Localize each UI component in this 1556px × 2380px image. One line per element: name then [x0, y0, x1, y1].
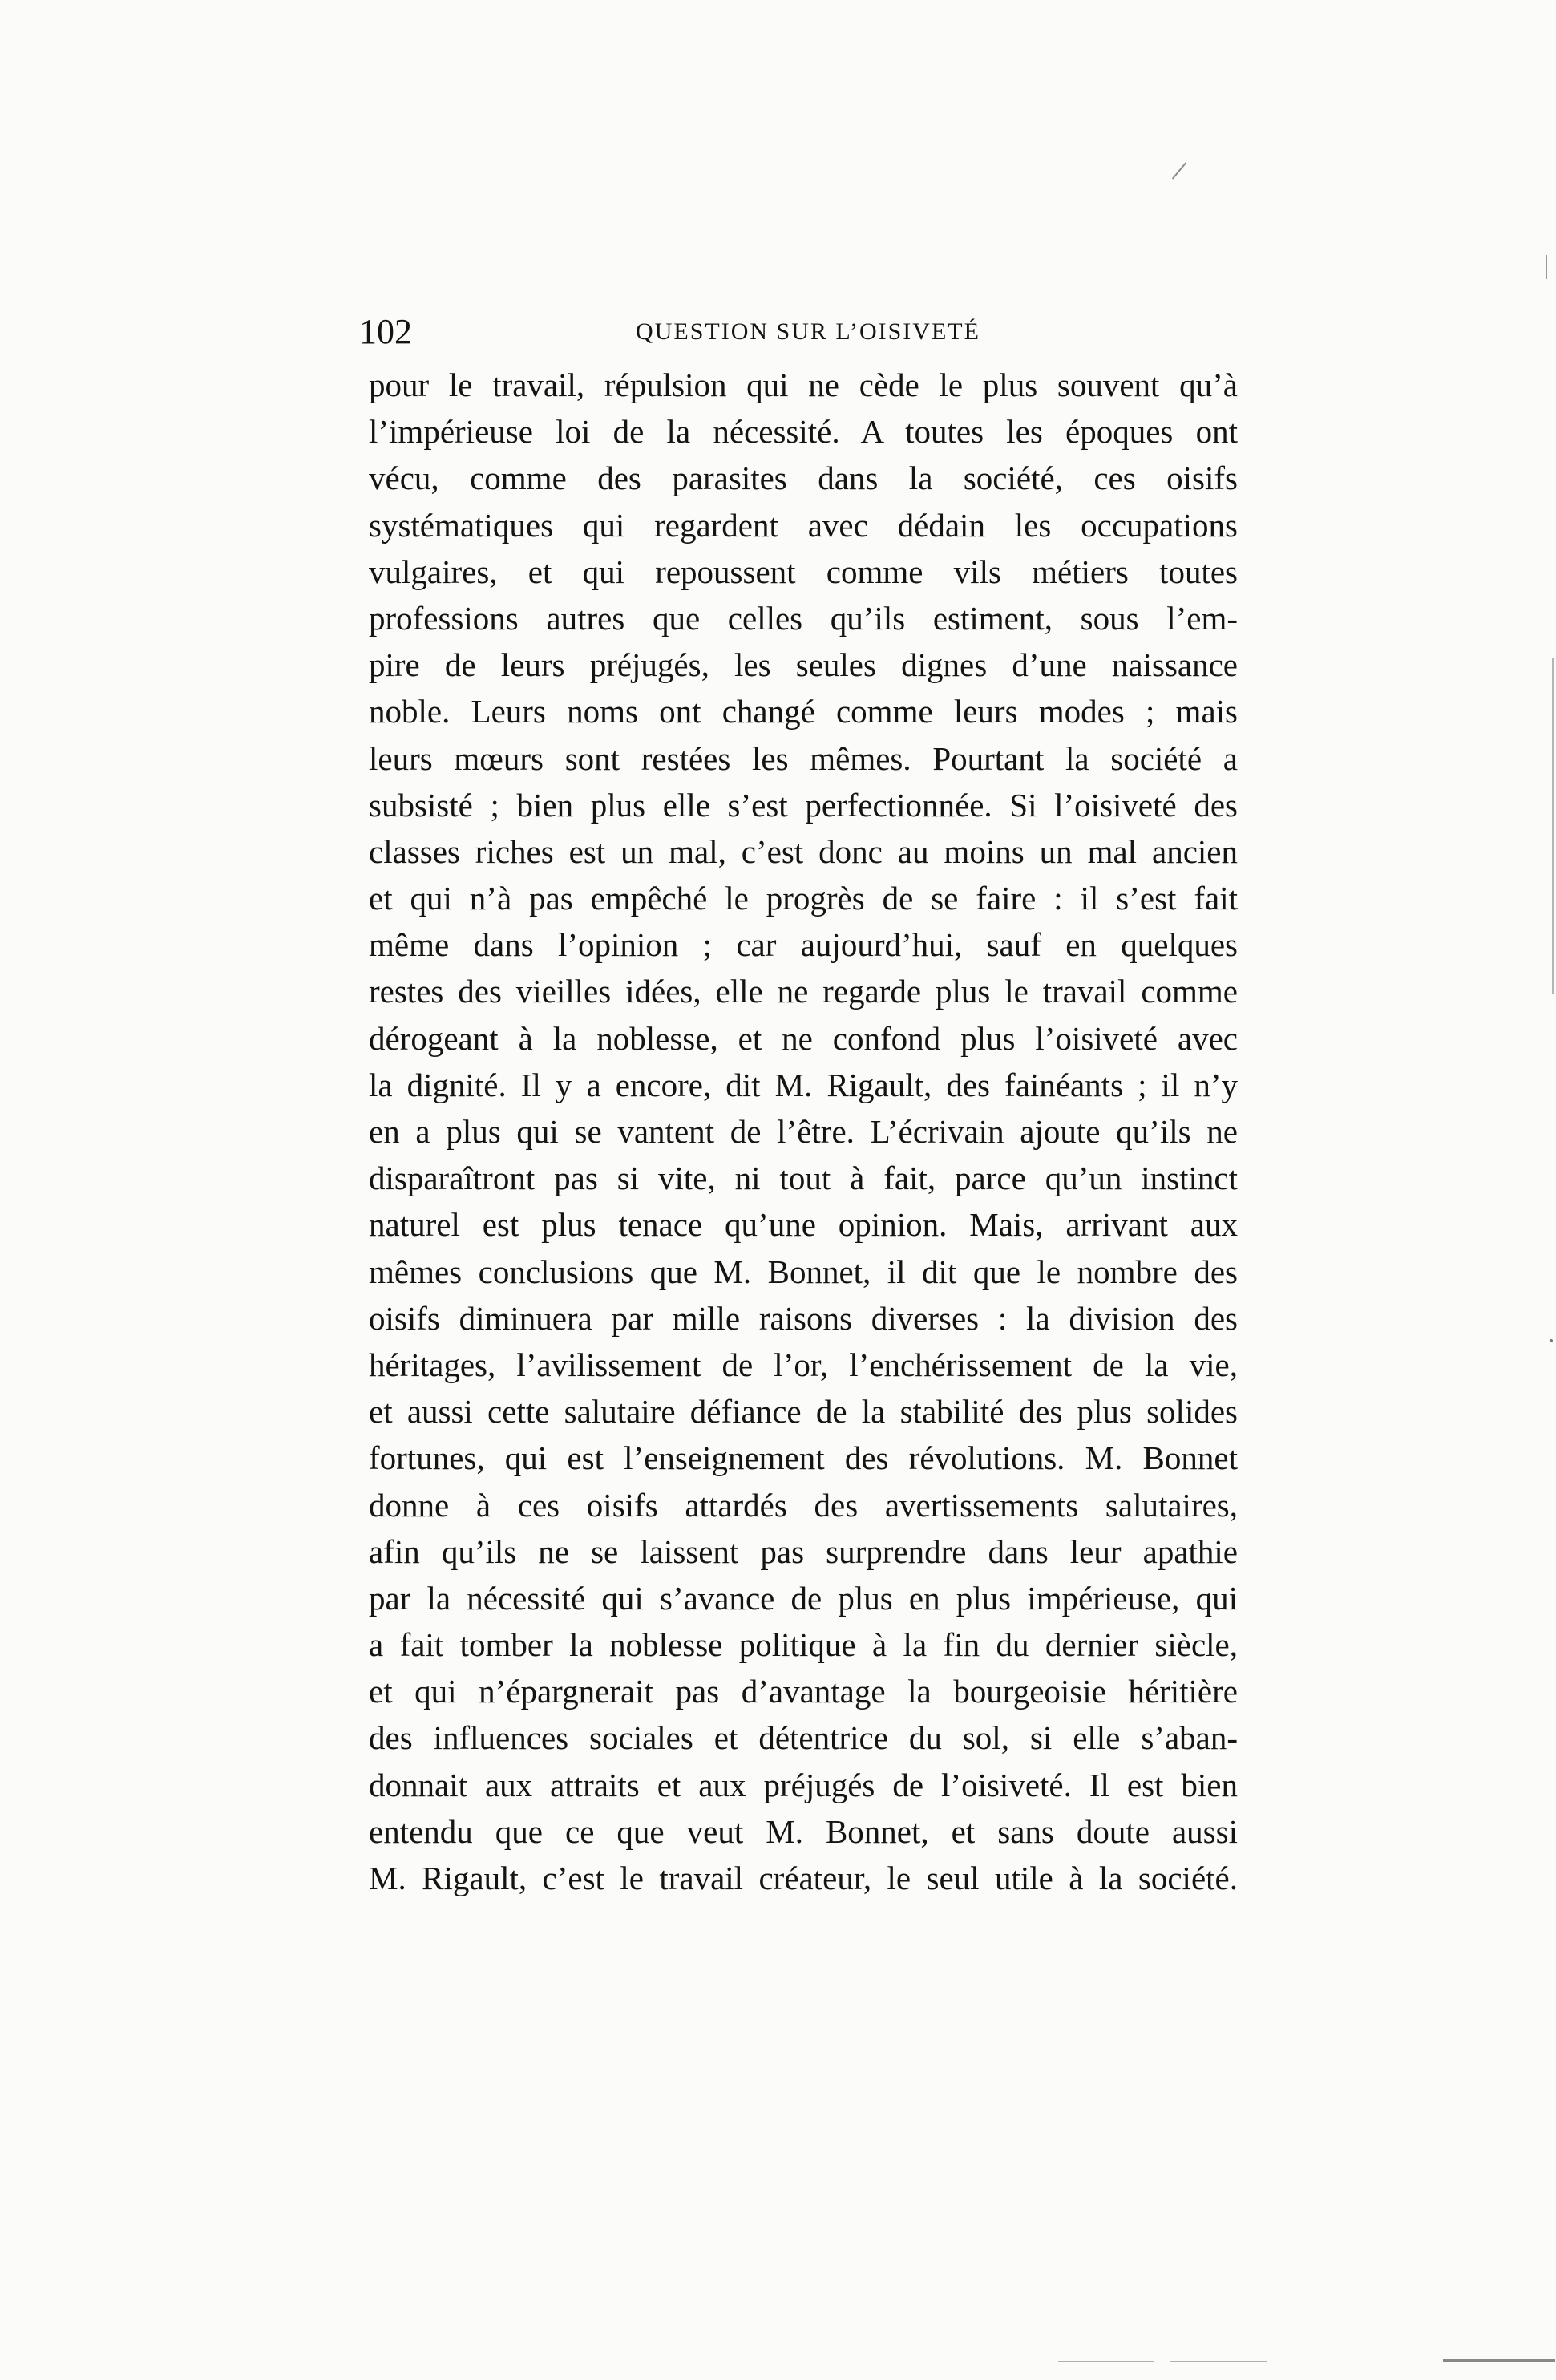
running-head — [359, 308, 1241, 356]
scan-mark — [1546, 255, 1547, 279]
text-line: mêmes conclusions que M. Bonnet, il dit que le nombre des — [369, 1253, 1238, 1290]
text-line: oisifs diminuera par mille raisons diverses : la division des — [369, 1299, 1238, 1337]
text-line: subsisté ; bien plus elle s’est perfectionnée. Si l’oisiveté des — [369, 786, 1238, 824]
text-line: pour le travail, répulsion qui ne cède le plus souvent qu’à — [369, 366, 1238, 403]
text-line: systématiques qui regardent avec dédain les occupations — [369, 506, 1238, 544]
text-line: naturel est plus tenace qu’une opinion. Mais, arrivant aux — [369, 1206, 1238, 1244]
text-line: donne à ces oisifs attardés des avertissements salutaires, — [369, 1486, 1238, 1524]
scan-mark — [1552, 658, 1554, 994]
text-line: a fait tomber la noblesse politique à la fin du dernier siècle, — [369, 1626, 1238, 1664]
scan-mark — [1172, 162, 1186, 179]
text-line: l’impérieuse loi de la nécessité. A toutes les époques ont — [369, 413, 1238, 451]
scan-mark — [1443, 2359, 1555, 2362]
text-line: classes riches est un mal, c’est donc au moins un mal ancien — [369, 832, 1238, 870]
text-line: fortunes, qui est l’enseignement des révolutions. M. Bonnet — [369, 1439, 1238, 1477]
text-line: et qui n’épargnerait pas d’avantage la bourgeoisie héritière — [369, 1673, 1238, 1710]
scan-mark — [1058, 2361, 1154, 2362]
text-line: pire de leurs préjugés, les seules dignes d’une naissance — [369, 646, 1238, 684]
text-line: donnait aux attraits et aux préjugés de l’oisiveté. Il est bien — [369, 1766, 1238, 1803]
text-line: la dignité. Il y a encore, dit M. Rigault, des fainéants ; il n’y — [369, 1066, 1238, 1103]
text-line: héritages, l’avilissement de l’or, l’enchérissement de la vie, — [369, 1346, 1238, 1383]
text-line: des influences sociales et détentrice du sol, si elle s’aban- — [369, 1719, 1238, 1757]
running-title: QUESTION SUR L’OISIVETÉ — [636, 318, 980, 345]
text-line: leurs mœurs sont restées les mêmes. Pourtant la société a — [369, 739, 1238, 777]
text-line: restes des vieilles idées, elle ne regarde plus le travail comme — [369, 973, 1238, 1010]
text-line: noble. Leurs noms ont changé comme leurs modes ; mais — [369, 693, 1238, 731]
text-line: dérogeant à la noblesse, et ne confond plus l’oisiveté avec — [369, 1019, 1238, 1057]
text-line: même dans l’opinion ; car aujourd’hui, sauf en quelques — [369, 926, 1238, 964]
text-line: disparaîtront pas si vite, ni tout à fait, parce qu’un instinct — [369, 1160, 1238, 1197]
text-line: vécu, comme des parasites dans la société, ces oisifs — [369, 459, 1238, 497]
scan-mark — [1550, 1339, 1553, 1342]
text-line: afin qu’ils ne se laissent pas surprendre dans leur apathie — [369, 1532, 1238, 1570]
body-text — [369, 362, 1238, 1901]
text-line: en a plus qui se vantent de l’être. L’écrivain ajoute qu’ils ne — [369, 1113, 1238, 1150]
scan-mark — [1170, 2361, 1267, 2362]
text-line: M. Rigault, c’est le travail créateur, le seul utile à la société. — [369, 1860, 1238, 1896]
text-line: entendu que ce que veut M. Bonnet, et sans doute aussi — [369, 1812, 1238, 1850]
text-line: professions autres que celles qu’ils estiment, sous l’em- — [369, 599, 1238, 637]
text-line: et qui n’à pas empêché le progrès de se faire : il s’est fait — [369, 880, 1238, 917]
text-line: par la nécessité qui s’avance de plus en plus impérieuse, qui — [369, 1579, 1238, 1617]
text-line: vulgaires, et qui repoussent comme vils métiers toutes — [369, 552, 1238, 590]
page-number: 102 — [359, 312, 412, 351]
text-line: et aussi cette salutaire défiance de la stabilité des plus solides — [369, 1393, 1238, 1431]
